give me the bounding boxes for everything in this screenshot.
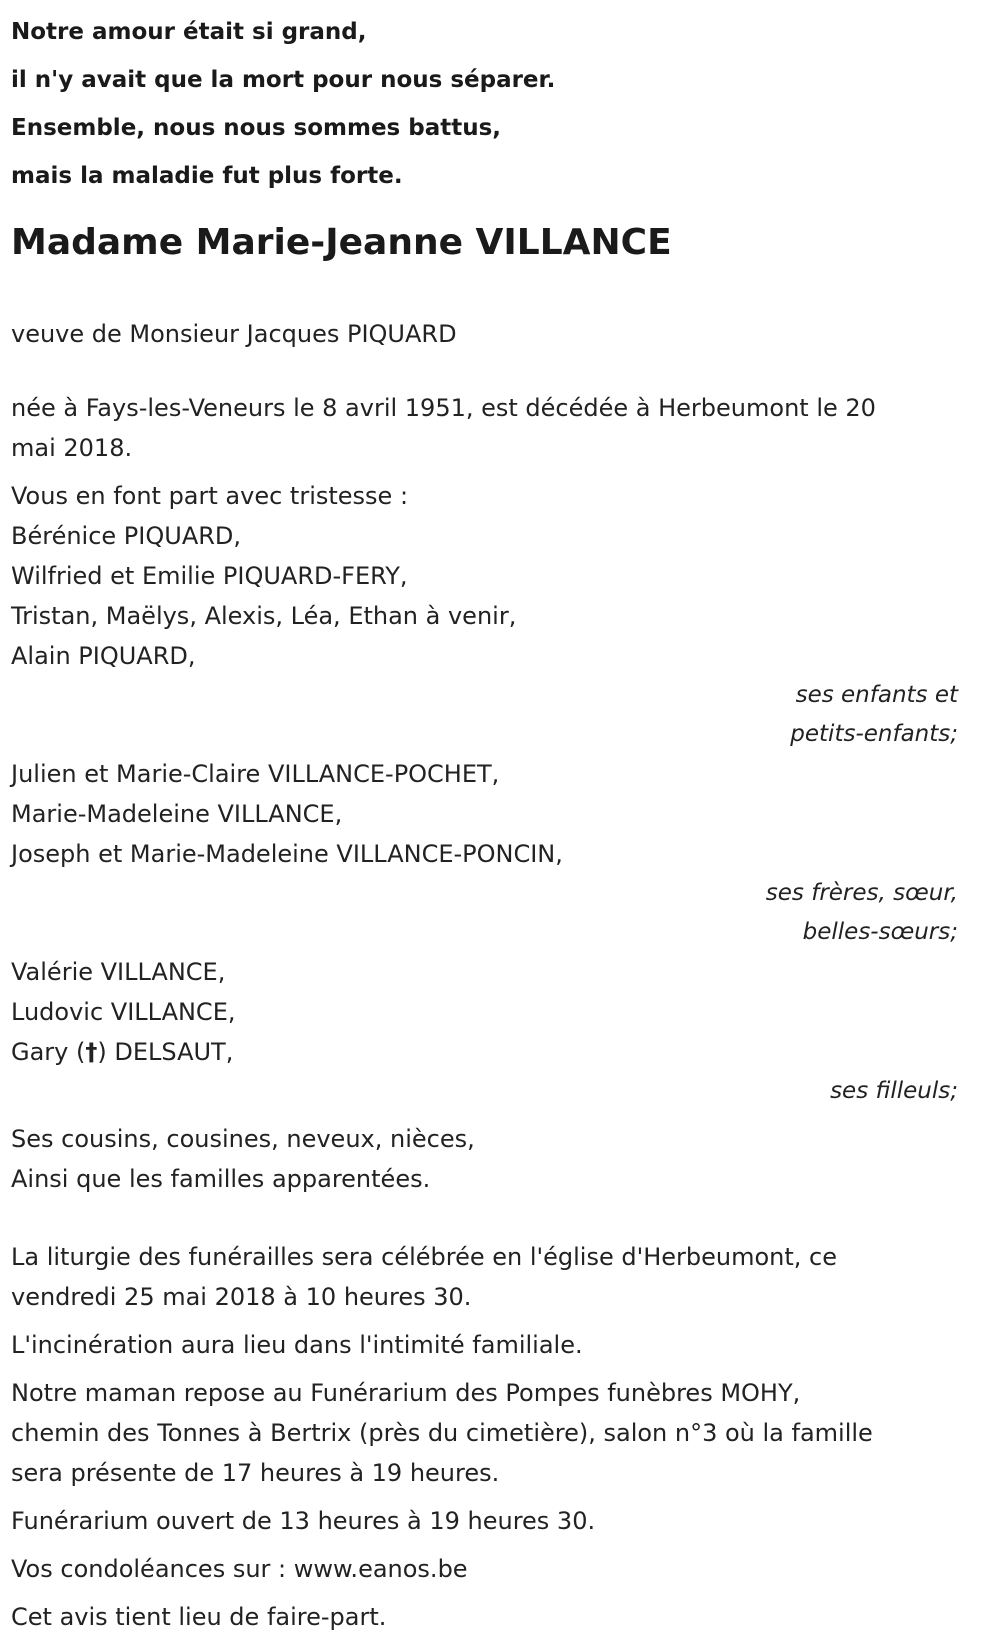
relation-line: ses enfants et xyxy=(795,682,958,708)
family-member xyxy=(11,1032,958,1072)
relation-godchildren xyxy=(11,1072,958,1111)
birth-death-line: mai 2018. xyxy=(11,434,133,462)
funerarium-line: sera présente de 17 heures à 19 heures. xyxy=(11,1459,500,1487)
relation-children xyxy=(11,676,958,754)
family-member: Wilfried et Emilie PIQUARD-FERY, xyxy=(11,562,408,590)
announcement-group-children xyxy=(11,476,958,676)
liturgy-info xyxy=(11,1237,958,1317)
widow-of: veuve de Monsieur Jacques PIQUARD xyxy=(11,320,457,348)
notice-footer: Cet avis tient lieu de faire-part. xyxy=(11,1603,387,1631)
poem-line: Ensemble, nous nous sommes battus, xyxy=(11,115,502,141)
condolences: Vos condoléances sur : www.eanos.be xyxy=(11,1555,468,1583)
funerarium-line: chemin des Tonnes à Bertrix (près du cimetière), salon n°3 où la famille xyxy=(11,1419,873,1447)
relation-line: ses filleuls; xyxy=(830,1078,958,1104)
birth-death-info xyxy=(11,388,958,468)
opening-hours: Funérarium ouvert de 13 heures à 19 heures 30. xyxy=(11,1507,596,1535)
incineration-info: L'incinération aura lieu dans l'intimité familiale. xyxy=(11,1331,583,1359)
family-member: Julien et Marie-Claire VILLANCE-POCHET, xyxy=(11,760,500,788)
family-member: Bérénice PIQUARD, xyxy=(11,522,242,550)
cross-icon: † xyxy=(85,1038,98,1066)
liturgy-line: vendredi 25 mai 2018 à 10 heures 30. xyxy=(11,1283,472,1311)
poem-line: il n'y avait que la mort pour nous séparer. xyxy=(11,67,556,93)
family-member: Valérie VILLANCE, xyxy=(11,958,226,986)
poem xyxy=(11,0,958,200)
announcement-group-godchildren xyxy=(11,952,958,1072)
announcement-group-siblings xyxy=(11,754,958,874)
liturgy-line: La liturgie des funérailles sera célébrée en l'église d'Herbeumont, ce xyxy=(11,1243,837,1271)
poem-line: Notre amour était si grand, xyxy=(11,19,367,45)
cousins-line: Ses cousins, cousines, neveux, nièces, xyxy=(11,1125,475,1153)
intro-line: Vous en font part avec tristesse : xyxy=(11,482,409,510)
cousins-line: Ainsi que les familles apparentées. xyxy=(11,1165,431,1193)
family-member: Alain PIQUARD, xyxy=(11,642,196,670)
member-name-part: Gary ( xyxy=(11,1038,86,1066)
relation-siblings xyxy=(11,874,958,952)
funerarium-info xyxy=(11,1373,958,1493)
family-member: Ludovic VILLANCE, xyxy=(11,998,236,1026)
relation-line: belles-sœurs; xyxy=(802,919,958,945)
relation-line: petits-enfants; xyxy=(790,721,958,747)
member-name-part: ) DELSAUT, xyxy=(97,1038,234,1066)
birth-death-line: née à Fays-les-Veneurs le 8 avril 1951, est décédée à Herbeumont le 20 xyxy=(11,394,876,422)
relation-line: ses frères, sœur, xyxy=(765,880,958,906)
family-member: Tristan, Maëlys, Alexis, Léa, Ethan à venir, xyxy=(11,602,517,630)
family-member: Marie-Madeleine VILLANCE, xyxy=(11,800,343,828)
poem-line: mais la maladie fut plus forte. xyxy=(11,163,403,189)
family-member: Joseph et Marie-Madeleine VILLANCE-PONCIN, xyxy=(11,840,563,868)
deceased-name: Madame Marie-Jeanne VILLANCE xyxy=(11,222,672,263)
cousins xyxy=(11,1119,958,1199)
funerarium-line: Notre maman repose au Funérarium des Pompes funèbres MOHY, xyxy=(11,1379,801,1407)
